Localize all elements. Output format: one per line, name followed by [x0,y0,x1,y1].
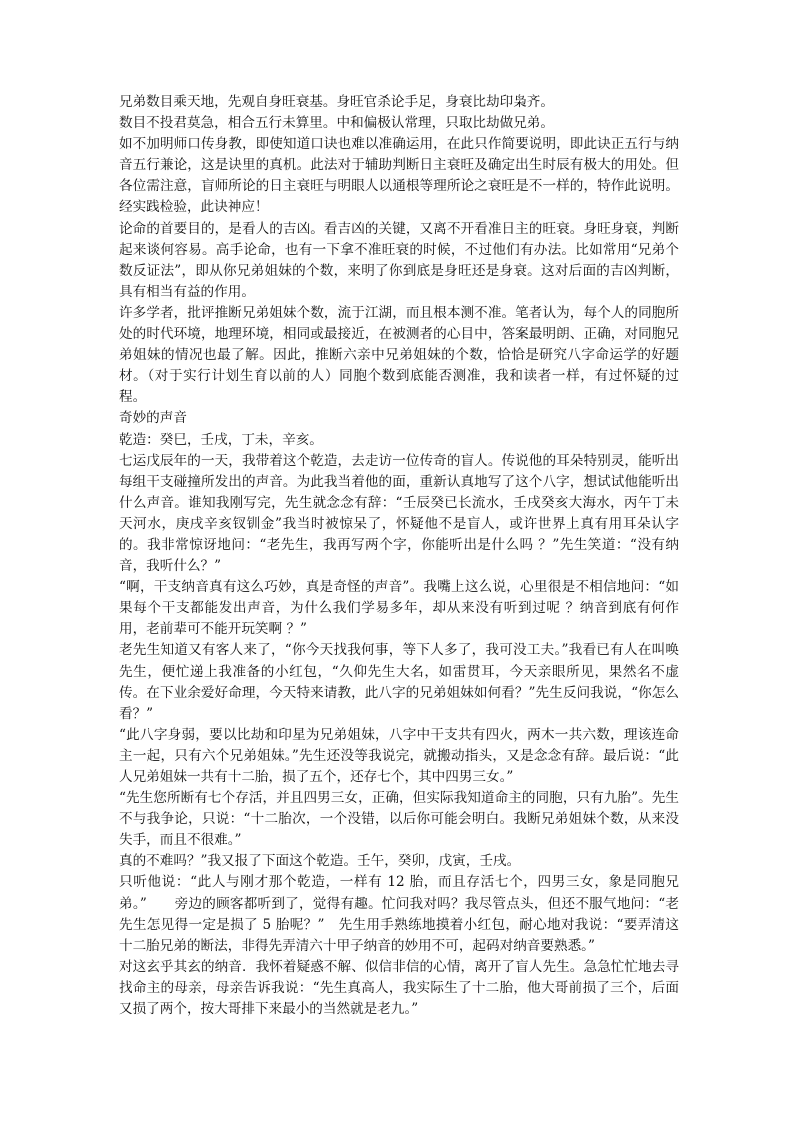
chart-line: 乾造：癸巳，壬戌，丁未，辛亥。 [119,431,323,448]
paragraph-criticism: 许多学者，批评推断兄弟姐妹个数，流于江湖，而且根本测不准。笔者认为，每个人的同胞所处的时代环境，地理环境，相同或最接近，在被测者的心目中，答案最明朗、正确，对同胞兄弟姐妹的情况也最了解。因此，推断六亲中兄弟姐妹的个数，恰恰是研究八字命运学的好题材。（对于实行计划生育以前的人）同胞个数到底能否测准，我和读者一样，有过怀疑的过程。 [119,304,679,406]
document-page [119,92,679,1020]
paragraph-story-6: 真的不难吗？”我又报了下面这个乾造。壬午，癸卯，戊寅，壬戌。 [119,853,521,870]
paragraph-story-2: “啊，干支纳音真有这么巧妙，真是奇怪的声音”。我嘴上这么说，心里很是不相信地问：“如果每个干支都能发出声音，为什么我们学易多年，却从来没有听到过呢 ？纳音到底有何作用，老前辈可不能开玩笑啊 ？” [119,579,679,638]
paragraph-story-1: 七运戊辰年的一天，我带着这个乾造，去走访一位传奇的盲人。传说他的耳朵特别灵，能听出每组干支碰撞所发出的声音。为此我当着他的面，重新认真地写了这个八字，想试试他能听出什么声音。谁知我刚写完，先生就念念有辞：“壬辰癸已长流水，壬戌癸亥大海水，丙午丁未天河水，庚戌辛亥钗钏金”我当时被惊呆了，怀疑他不是盲人，或许世界上真有用耳朵认字的。我非常惊讶地问：“老先生，我再写两个字，你能听出是什么吗 ？”先生笑道：“没有纳音，我听什么？” [119,452,679,575]
poem-line-2: 数目不投君莫急，相合五行未算里。中和偏极认常理，只取比劫做兄弟。 [119,115,554,132]
paragraph-purpose: 论命的首要目的，是看人的吉凶。看吉凶的关键，又离不开看准日主的旺衰。身旺身衰，判断起来谈何容易。高手论命，也有一下拿不准旺衰的时候，不过他们有办法。比如常用“兄弟个数反证法”，即从你兄弟姐妹的个数，来明了你到底是身旺还是身衰。这对后面的吉凶判断，具有相当有益的作用。 [119,220,679,300]
paragraph-story-5: “先生您所断有七个存活，并且四男三女，正确，但实际我知道命主的同胞，只有九胎”。先生不与我争论，只说：“十二胎次，一个没错，以后你可能会明白。我断兄弟姐妹个数，从来没失手，而且不很难。” [119,790,679,849]
paragraph-story-7: 只听他说：“此人与刚才那个乾造，一样有 12 胎，而且存活七个，四男三女，象是同胞兄弟。” 旁边的顾客都听到了，觉得有趣。忙问我对吗？我尽管点头，但还不服气地问：“老先生怎见得一定是损了 5 胎呢？” 先生用手熟练地摸着小红包，耐心地对我说：“要弄清这十二胎兄弟的断法，非得先弄清六十甲子纳音的妙用不可，起码对纳音要熟悉。” [119,874,679,954]
poem-line-1: 兄弟数目乘天地，先观自身旺衰基。身旺官杀论手足，身衰比劫印枭齐。 [119,94,554,110]
paragraph-story-8: 对这玄乎其玄的纳音．我怀着疑惑不解、似信非信的心情，离开了盲人先生。急急忙忙地去寻找命主的母亲，母亲告诉我说：“先生真高人，我实际生了十二胎，他大哥前损了三个，后面又损了两个，按大哥排下来最小的当然就是老九。” [119,958,679,1018]
section-heading: 奇妙的声音 [119,410,187,427]
paragraph-story-4: “此八字身弱，要以比劫和印星为兄弟姐妹，八字中干支共有四火，两木一共六数，理该连命主一起，只有六个兄弟姐妹。”先生还没等我说完，就搬动指头，又是念念有辞。最后说：“此人兄弟姐妹一共有十二胎，损了五个，还存七个，其中四男三女。” [119,726,679,785]
paragraph-story-3: 老先生知道又有客人来了，“你今天找我何事，等下人多了，我可没工夫。”我看已有人在叫唤先生，便忙递上我准备的小红包，“久仰先生大名，如雷贯耳，今天亲眼所见，果然名不虚传。在下业余爱好命理，今天特来请教，此八字的兄弟姐妹如何看？”先生反问我说，“你怎么看？” [119,642,679,722]
paragraph-explanation: 如不加明师口传身教，即使知道口诀也难以准确运用，在此只作简要说明，即此诀正五行与纳音五行兼论，这是诀里的真机。此法对于辅助判断日主衰旺及确定出生时辰有极大的用处。但各位需注意，盲师所论的日主衰旺与明眼人以通根等理所论之衰旺是不一样的，特作此说明。经实践检验，此诀神应！ [119,136,679,216]
